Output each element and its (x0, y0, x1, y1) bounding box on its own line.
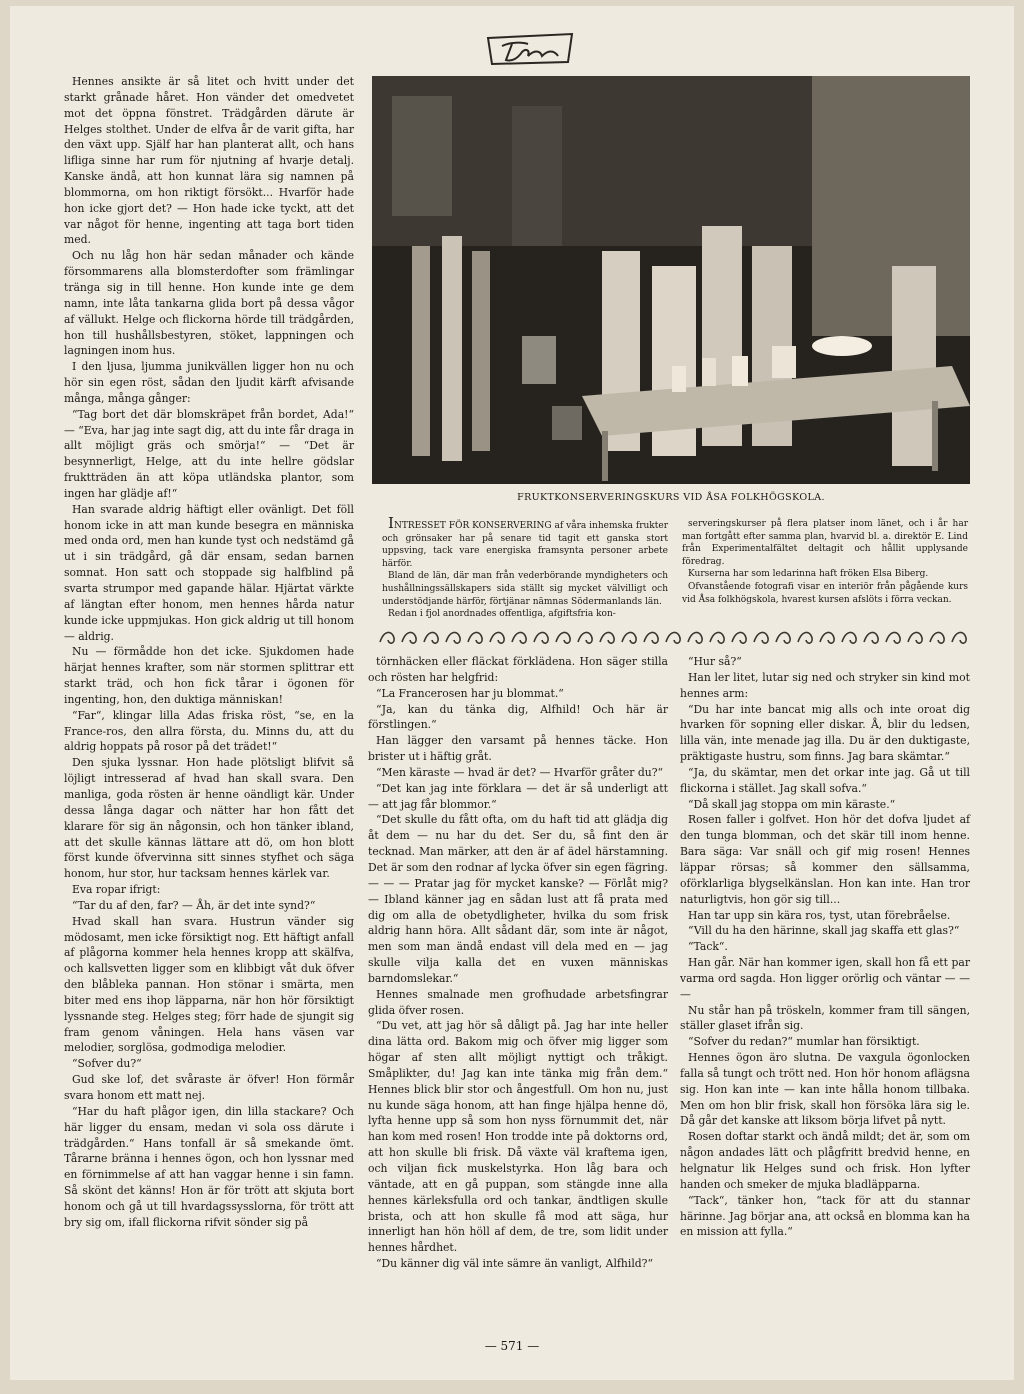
article-paragraph: “Sofver du redan?“ mumlar han försiktigt. (688, 1035, 920, 1049)
article-paragraph: “Ja, kan du tänka dig, Alfhild! Och här är förstlingen.“ (368, 702, 668, 732)
notice-paragraph: Bland de län, där man från vederbörande myndigheters och hushållningssällskapers sida ställt sig mycket välvilligt och understödjande härför, förtjänar nämnas Södermanlands län. (382, 571, 668, 607)
article-paragraph: “Har du haft plågor igen, din lilla stackare? Och här ligger du ensam, medan vi sola oss därute i trädgården.“ Hans tonfall är så smekande ömt. Tårarne bränna i hennes ögon, och hon lyssnar med en förnimmelse af att han vaggar henne i sin famn. Så skönt det känns! Hon är för trött att skjuta bort honom och gå ut till hvardagssysslorna, för trött att bry sig om, ifall flickorna rifvit sönder sig på (64, 1104, 354, 1229)
ornament-curl (622, 632, 636, 643)
article-paragraph: “Du har inte bancat mig alls och inte oroat dig hvarken för sopning eller diskar. Å, blir du ledsen, lilla vän, inte menade jag illa. Du är den duktigaste, präktigaste hustru, som finns. Jag bara skämtar.“ (680, 702, 970, 764)
ornament-curl (798, 632, 812, 643)
ornament-curl (402, 632, 416, 643)
ornament-curl (556, 632, 570, 643)
ornament-curl (600, 632, 614, 643)
notice-paragraph: NTRESSET FÖR KONSERVERING af våra inhemska frukter och grönsaker har på senare tid tagit ett ganska stort uppsving, tack vare energiska framsynta personer arbete härför. (382, 521, 668, 569)
ornament-curl (820, 632, 834, 643)
article-column-right (680, 654, 970, 1240)
article-paragraph: “Tag bort det där blomskräpet från bordet, Ada!“ — “Eva, har jag inte sagt dig, att du inte får draga in allt möjligt gräs och smörja!“ — “Det är besynnerligt, Helge, att du inte hellre gödslar fruktträden än att köpa utländska plantor, som ingen har glädje af!“ (64, 407, 354, 500)
article-paragraph: “Ja, du skämtar, men det orkar inte jag. Gå ut till flickorna i stället. Jag skall sofva.“ (680, 765, 970, 795)
ornament-curl (644, 632, 658, 643)
article-paragraph: “Det kan jag inte förklara — det är så underligt att — att jag får blommor.“ (368, 781, 668, 811)
article-paragraph: Hennes smalnade men grofhudade arbetsfingrar glida öfver rosen. (368, 987, 668, 1017)
ornament-curl (952, 632, 966, 643)
article-paragraph: “Tar du af den, far? — Åh, är det inte synd?“ (72, 898, 316, 912)
article-paragraph: Rosen faller i golfvet. Hon hör det dofva ljudet af den tunga blomman, och det skär till inom henne. Bara säga: Var snäll och gif mig rosen! Hennes läppar rörsas; så kommer den sällsamma, oförklarliga blygselkänslan. Hon kan inte. Han tror naturligtvis, hon gör sig till... (680, 813, 970, 906)
ornament-curl (380, 632, 394, 643)
article-paragraph: Nu står han på tröskeln, kommer fram till sängen, ställer glaset ifrån sig. (680, 1003, 970, 1033)
article-paragraph: Gud ske lof, det svåraste är öfver! Hon förmår svara honom ett matt nej. (64, 1073, 354, 1102)
article-paragraph: törnhäcken eller fläckat förklädena. Hon säger stilla och rösten har helgfrid: (368, 655, 668, 684)
article-paragraph: “Tack“, tänker hon, “tack för att du stannar härinne. Jag börjar ana, att också en blomma kan ha en mission att fylla.“ (680, 1193, 970, 1239)
canning-course-photo (372, 76, 970, 484)
ornament-curl (710, 632, 724, 643)
article-paragraph: Och nu låg hon här sedan månader och kände försommarens alla blomsterdofter som främlingar tränga sig in till henne. Hon kunde inte ge dem namn, inte låta tankarna glida bort på dessa vågor af vällukt. Helge och flickorna hörde till trädgården, hon till hushållsbestyren, stöket, lappningen och lagningen inom hus. (64, 249, 354, 358)
ornament-curl (688, 632, 702, 643)
notice-column-right (682, 518, 968, 606)
drop-cap: I (388, 514, 394, 532)
article-paragraph: “Då skall jag stoppa om min käraste.“ (688, 797, 896, 811)
ornament-curl (666, 632, 680, 643)
idun-masthead-logo (482, 28, 578, 68)
article-paragraph: “Vill du ha den härinne, skall jag skaffa ett glas?“ (688, 924, 960, 938)
article-paragraph: “Du vet, att jag hör så dåligt på. Jag har inte heller dina lätta ord. Bakom mig och öfver mig ligger som högar af sten allt möjligt nyttigt och tråkigt. Småplikter, du! Jag kan inte tänka mig från dem.“ Hennes blick blir stor och ångestfull. Om hon nu, just nu kunde säga honom, att han finge hjälpa henne dö, lyfta henne upp så som hon nyss förnummit det, när han kom med rosen! Hon trodde inte på doktorns ord, att hon skulle bli frisk. Då växte väl kraftema igen, och viljan fick muskelstyrka. Hon låg bara och väntade, att en gå puppan, som stängde inne alla hennes kärleksfulla ord och tankar, ändtligen skulle brista, och att hon skulle få mod att säga, hur innerligt han hön höll af dem, de tre, som lidit under hennes hårdhet. (368, 1019, 668, 1255)
ornament-curl (490, 632, 504, 643)
photo-caption: FRUKTKONSERVERINGSKURS VID ÅSA FOLKHÖGSKOLA. (517, 492, 825, 503)
article-paragraph: Eva ropar ifrigt: (72, 883, 161, 897)
article-paragraph: I den ljusa, ljumma junikvällen ligger hon nu och hör sin egen röst, sådan den ljudit kärft afvisande många, många gånger: (64, 360, 354, 405)
page-number: — 571 — (484, 1339, 540, 1353)
article-paragraph: Hennes ögon äro slutna. De vaxgula ögonlocken falla så tungt och trött ned. Hon hör honom aflägsna sig. Hon kan inte — kan inte hålla honom tillbaka. Men om hon blir frisk, skall hon försöka lära sig le. Då går det kanske att liksom börja lifvet på nytt. (680, 1051, 970, 1128)
ornament-curl (864, 632, 878, 643)
notice-paragraph: Kurserna har som ledarinna haft fröken Elsa Biberg. (688, 569, 929, 580)
article-paragraph: Han ler litet, lutar sig ned och stryker sin kind mot hennes arm: (680, 670, 970, 700)
article-paragraph: “La Francerosen har ju blommat.“ (376, 686, 564, 700)
article-paragraph: Nu — förmådde hon det icke. Sjukdomen hade härjat hennes krafter, som när stormen splittrar ett starkt träd, och hon fick tårar i ögonen för ingenting, hon, den duktiga människan! (64, 645, 354, 706)
notice-paragraph: serveringskurser på flera platser inom länet, och i år har man fortgått efter samma plan, hvarvid bl. a. direktör E. Lind från Experimentalfältet deltagit och hållit upplysande föredrag. (682, 519, 968, 567)
article-paragraph: “Sofver du?“ (72, 1057, 142, 1071)
article-column-middle (368, 654, 668, 1272)
article-paragraph: Rosen doftar starkt och ändå mildt; det är, som om någon andades lätt och plågfritt bredvid henne, en helgnatur lik Helges sund och frisk. Hon lyfter handen och smeker de mjuka bladläpparna. (680, 1130, 970, 1191)
article-paragraph: Han lägger den varsamt på hennes täcke. Hon brister ut i häftig gråt. (368, 734, 668, 764)
ornament-curl (512, 632, 526, 643)
ornament-curl (424, 632, 438, 643)
article-column-left (64, 74, 354, 1231)
article-paragraph: Han svarade aldrig häftigt eller ovänligt. Det föll honom icke in att man kunde besegra en människa med onda ord, men han kunde tyst och nedstämd gå ut i sin trädgård, gå där ensam, sedan barnen somnat. Hon satt och stoppade sig halfblind på svarta strumpor med gapande hälar. Hjärtat värkte af längtan efter honom, men hennes hårda natur kunde icke uppmjukas. Hon gick aldrig ut till honom — aldrig. (64, 502, 354, 643)
ornament-curl (776, 632, 790, 643)
notice-paragraph: Ofvanstående fotografi visar en interiör från pågående kurs vid Åsa folkhögskola, hvarest kursen afslöts i förra veckan. (682, 581, 968, 605)
ornament-curl (754, 632, 768, 643)
article-paragraph: Den sjuka lyssnar. Hon hade plötsligt blifvit så löjligt intresserad af hvad han skall svara. Den manliga, goda rösten är henne oändligt kär. Under dessa långa dagar och nätter har hon fått det klarare för sig än någonsin, och hon tänker ibland, att det skulle kännas lättare att dö, om hon blott först kunde öfvervinna sitt sinnes styfhet och säga honom, hur stor, hur tacksam hennes kärlek var. (64, 756, 354, 881)
ornament-curl (534, 632, 548, 643)
article-paragraph: “Det skulle du fått ofta, om du haft tid att glädja dig åt dem — nu har du det. Ser du, så fint den är tecknad. Man märker, att den är af ädel härstamning. Det är som den rodnar af lycka öfver sin egen fägring. — — — Pratar jag för mycket kanske? — Förlåt mig? — Ibland känner jag en sådan lust att få prata med dig om alla de obetydligheter, hvilka du som frisk aldrig hann höra. Allt sådant där, som inte är något, men som man ändå endast vill dela med en — jag skulle vilja kalla det en vuxen människas barndomslekar.“ (368, 813, 668, 985)
article-paragraph: Hvad skall han svara. Hustrun vänder sig mödosamt, men icke försiktigt nog. Ett häftigt anfall af plågorna kommer hela hennes kropp att skälfva, och kallsvetten ligger som en klibbigt våt duk öfver den blåbleka pannan. Hon stönar i smärta, men biter med ens ihop läpparna, när hon hör försiktigt lyssnande steg. Helges steg; förr hade de sjungit sig fram genom våningen. Hela hans väsen var melodier, sorglösa, godmodiga melodier. (64, 914, 354, 1055)
ornament-curl (842, 632, 856, 643)
notice-column-left (382, 514, 668, 621)
ornament-curl (930, 632, 944, 643)
ornament-curl (908, 632, 922, 643)
ornament-curl (732, 632, 746, 643)
decorative-border-ornament (372, 628, 970, 650)
notice-paragraph: Redan i fjol anordnades offentliga, afgiftsfria kon- (388, 609, 616, 620)
article-paragraph: “Men käraste — hvad är det? — Hvarför gråter du?“ (376, 765, 664, 779)
article-paragraph: Han tar upp sin kära ros, tyst, utan förebråelse. (688, 908, 951, 922)
article-paragraph: “Hur så?“ (688, 655, 742, 668)
ornament-curl (446, 632, 460, 643)
ornament-curl (886, 632, 900, 643)
magazine-page (10, 6, 1014, 1380)
article-paragraph: “Du känner dig väl inte sämre än vanligt, Alfhild?“ (376, 1257, 653, 1271)
article-paragraph: “Far“, klingar lilla Adas friska röst, “se, en la France-ros, den allra första, du. Minns du, att du aldrig hoppats på rosor på det trädet!“ (64, 708, 354, 754)
ornament-curl (578, 632, 592, 643)
ornament-curl (468, 632, 482, 643)
article-paragraph: “Tack“. (688, 940, 728, 954)
article-paragraph: Han går. När han kommer igen, skall hon få ett par varma ord sagda. Hon ligger orörlig och väntar — — — (680, 956, 970, 1001)
article-paragraph: Hennes ansikte är så litet och hvitt under det starkt grånade håret. Hon vänder det omedvetet mot det öppna fönstret. Trädgården därute är Helges stolthet. Under de elfva år de varit gifta, har den växt upp. Själf har han planterat allt, och hans lifliga sinne har rum för njutning af hvarje detalj. Kanske ändå, att hon kunnat lära sig namnen på blommorna, om hon riktigt försökt... Hvarför hade hon icke gjort det? — Hon hade icke tyckt, att det var något för henne, ingenting att taga bort tiden med. (64, 75, 354, 247)
